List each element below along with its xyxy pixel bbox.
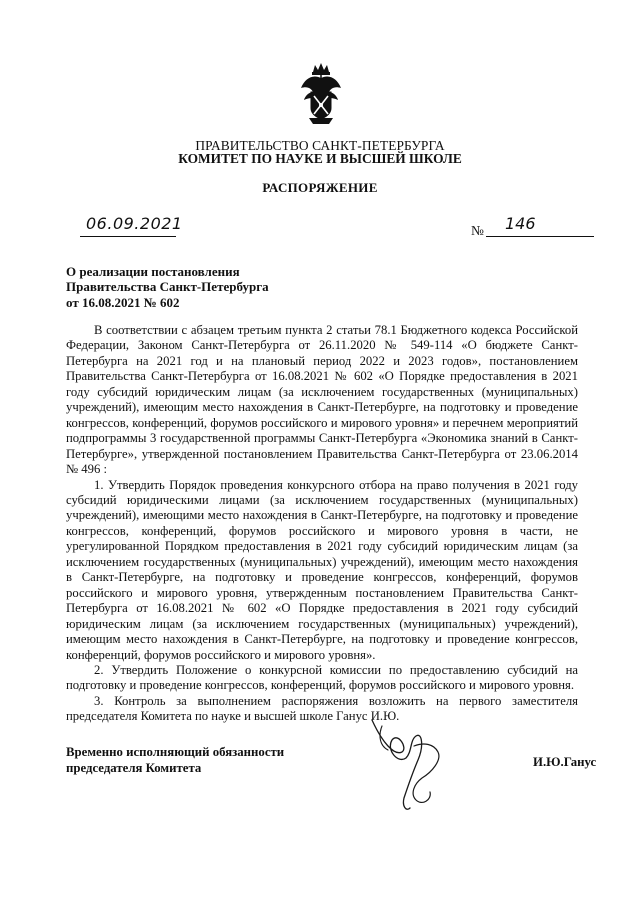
document-body: [66, 323, 578, 725]
clause-3-paragraph: 3. Контроль за выполнением распоряжения возложить на первого заместителя председателя Комитета по науке и высшей школе Ганус И.Ю.: [66, 693, 578, 724]
clause-2-paragraph: 2. Утвердить Положение о конкурсной комиссии по предоставлению субсидий на подготовку и проведение конгрессов, конференций, форумов российского и мирового уровня.: [66, 662, 578, 693]
subject-line: Правительства Санкт-Петербурга: [66, 279, 269, 295]
number-underline: [486, 236, 594, 237]
signatory-name: И.Ю.Ганус: [533, 755, 597, 769]
document-date: 06.09.2021: [86, 214, 183, 233]
preamble-paragraph: В соответствии с абзацем третьим пункта 2 статьи 78.1 Бюджетного кодекса Российской Федерации, Законом Санкт-Петербурга от 26.11.2020 № 549-114 «О бюджете Санкт-Петербурга на 2021 год и на плановый период 2022 и 2023 годов», постановлением Правительства Санкт-Петербурга от 16.08.2021 № 602 «О Порядке предоставления в 2021 году субсидий юридическим лицам (за исключением государственных (муниципальных) учреждений), имеющим место нахождения в Санкт-Петербурге, на подготовку и проведение конгрессов, конференций, форумов российского и мирового уровня» и перечнем мероприятий подпрограммы 3 государственной программы Санкт-Петербурга «Экономика знаний в Санкт-Петербурге», утвержденной постановлением Правительства Санкт-Петербурга от 23.06.2014 № 496 :: [66, 323, 578, 477]
clause-1-paragraph: 1. Утвердить Порядок проведения конкурсного отбора на право получения в 2021 году субсидий юридическими лицами (за исключением государственных (муниципальных) учреждений), имеющими место нахождения в Санкт-Петербурге, на подготовку и проведение конгрессов, конференций, форумов российского и мирового уровня в части, не урегулированной Порядком предоставления в 2021 году субсидий юридическим лицам (за исключением государственных (муниципальных) учреждений), имеющим место нахождения в Санкт-Петербурге, на подготовку и проведение конгрессов, конференций, форумов российского и мирового уровня, утвержденным постановлением Правительства Санкт-Петербурга от 16.08.2021 № 602 «О Порядке предоставления в 2021 году субсидий юридическим лицам (за исключением государственных (муниципальных) учреждений), имеющим место нахождения в Санкт-Петербурге, на подготовку и проведение конгрессов, конференций, форумов российского и мирового уровня».: [66, 477, 578, 662]
signatory-role-line: председателя Комитета: [66, 761, 202, 775]
committee-name: КОМИТЕТ ПО НАУКЕ И ВЫСШЕЙ ШКОЛЕ: [178, 151, 462, 166]
document-subject: [66, 264, 269, 310]
document-type-title: РАСПОРЯЖЕНИЕ: [262, 180, 378, 195]
signatory-role: [66, 744, 284, 776]
subject-line: О реализации постановления: [66, 264, 240, 279]
signatory-role-line: Временно исполняющий обязанности: [66, 745, 285, 759]
date-underline: [80, 236, 176, 237]
number-label: №: [471, 223, 484, 238]
organization-name: ПРАВИТЕЛЬСТВО САНКТ-ПЕТЕРБУРГА: [195, 138, 445, 153]
coat-of-arms-emblem: [299, 62, 343, 126]
handwritten-signature: [352, 712, 462, 824]
subject-line: от 16.08.2021 № 602: [66, 294, 180, 310]
document-number: 146: [505, 214, 536, 233]
